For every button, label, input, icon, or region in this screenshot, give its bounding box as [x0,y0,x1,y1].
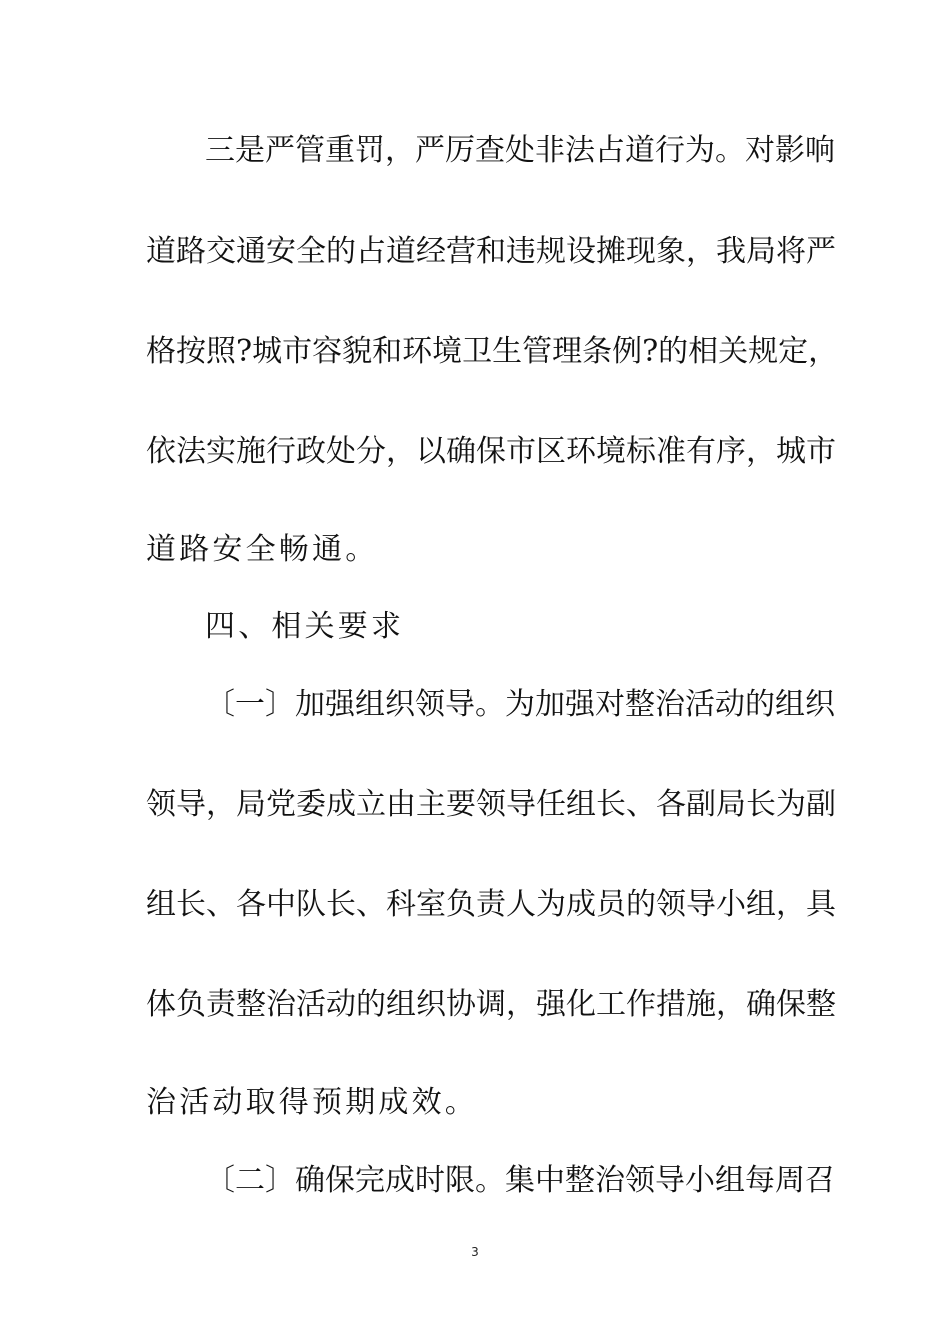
page-number: 3 [471,1245,479,1259]
paragraph-line: 组长、各中队长、科室负责人为成员的领导小组，具 [146,887,836,922]
paragraph-line: 领导，局党委成立由主要领导任组长、各副局长为副 [146,787,836,822]
paragraph-line: 治活动取得预期成效。 [146,1085,478,1120]
paragraph-line: 〔一〕加强组织领导。为加强对整治活动的组织 [205,687,835,722]
section-heading: 四、相关要求 [205,609,405,644]
paragraph-line: 〔二〕确保完成时限。集中整治领导小组每周召 [205,1163,835,1198]
paragraph-line: 依法实施行政处分，以确保市区环境标准有序，城市 [146,434,836,469]
paragraph-line: 体负责整治活动的组织协调，强化工作措施，确保整 [146,987,836,1022]
paragraph-line: 道路交通安全的占道经营和违规设摊现象，我局将严 [146,234,836,269]
paragraph-line: 道路安全畅通。 [146,532,379,567]
paragraph-line: 格按照?城市容貌和环境卫生管理条例?的相关规定， [146,334,839,369]
paragraph-line: 三是严管重罚，严厉查处非法占道行为。对影响 [205,133,835,168]
